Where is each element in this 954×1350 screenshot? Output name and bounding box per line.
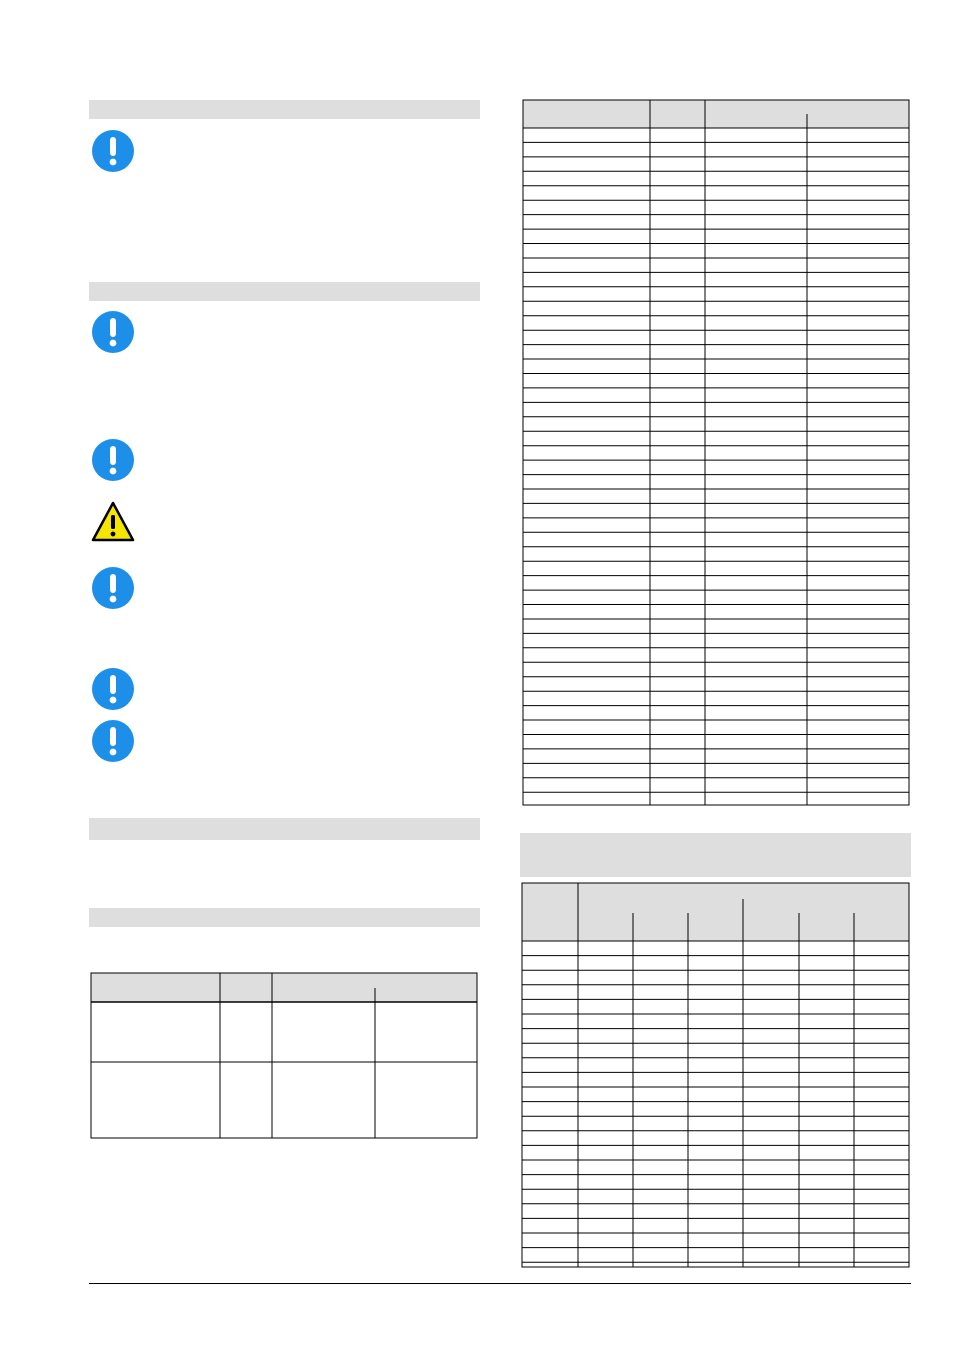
right-table-heading bbox=[520, 833, 911, 877]
exclamation-circle-icon bbox=[91, 566, 135, 610]
section-heading-3 bbox=[89, 818, 480, 840]
exclamation-circle-icon bbox=[91, 310, 135, 354]
small-data-table bbox=[90, 972, 479, 1140]
lower-data-table bbox=[521, 882, 911, 1269]
exclamation-circle-icon bbox=[91, 129, 135, 173]
footer-rule bbox=[89, 1283, 911, 1284]
section-heading-4 bbox=[89, 908, 480, 927]
warning-triangle-icon bbox=[91, 500, 135, 544]
footer-text bbox=[89, 1290, 911, 1304]
exclamation-circle-icon bbox=[91, 719, 135, 763]
large-data-table bbox=[522, 99, 911, 807]
exclamation-circle-icon bbox=[91, 667, 135, 711]
section-heading-2 bbox=[89, 282, 480, 301]
section-heading-1 bbox=[89, 100, 480, 119]
exclamation-circle-icon bbox=[91, 438, 135, 482]
